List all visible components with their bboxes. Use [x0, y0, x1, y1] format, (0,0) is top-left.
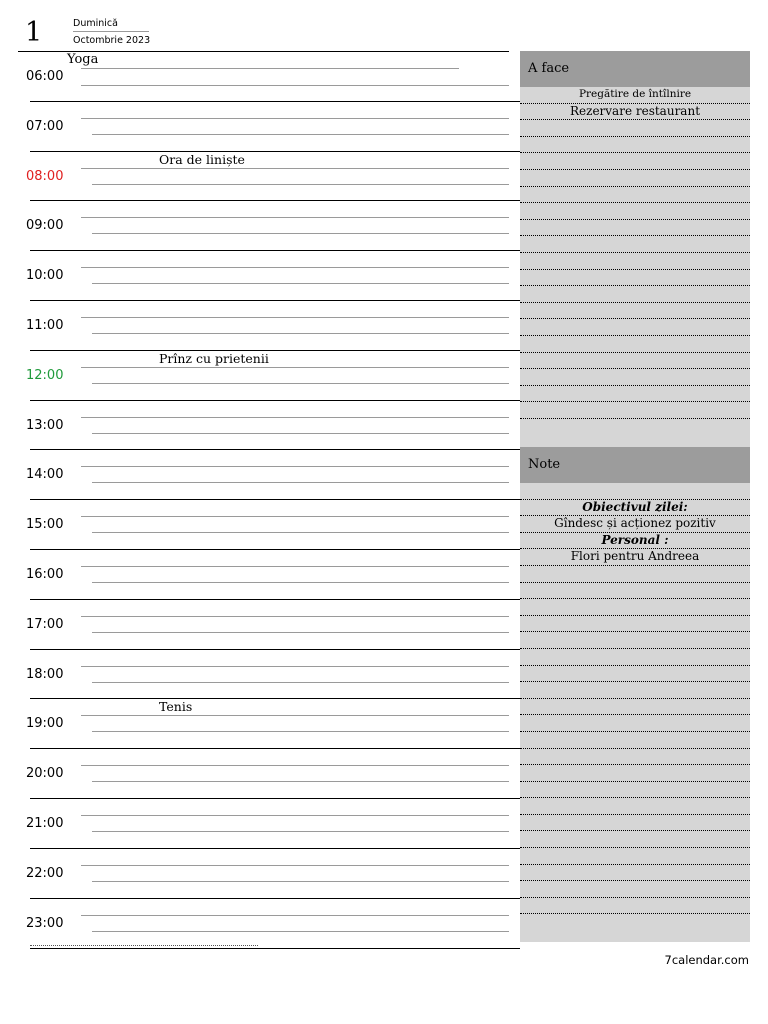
writing-line[interactable] — [92, 682, 509, 683]
writing-line[interactable] — [81, 915, 509, 916]
writing-line[interactable] — [81, 715, 509, 716]
writing-line[interactable] — [92, 134, 509, 135]
day-number: 1 — [25, 17, 43, 48]
todo-row[interactable] — [520, 353, 750, 370]
writing-line[interactable] — [81, 417, 509, 418]
notes-row[interactable] — [520, 848, 750, 865]
hour-label: 15:00 — [26, 517, 64, 533]
notes-row[interactable] — [520, 765, 750, 782]
hour-block — [0, 200, 520, 250]
notes-row[interactable] — [520, 616, 750, 633]
todo-title: A face — [520, 51, 750, 87]
event-entry[interactable]: Prînz cu prietenii — [159, 350, 269, 366]
writing-line[interactable] — [92, 532, 509, 533]
hour-label: 09:00 — [26, 218, 64, 234]
writing-line[interactable] — [92, 731, 509, 732]
hour-block — [0, 350, 520, 400]
writing-line[interactable] — [81, 865, 509, 866]
hour-divider — [30, 599, 520, 600]
notes-row[interactable] — [520, 798, 750, 815]
hour-divider — [30, 400, 520, 401]
notes-list — [520, 483, 750, 914]
todo-row[interactable] — [520, 253, 750, 270]
weekday-label: Duminică — [73, 18, 118, 29]
notes-panel — [520, 447, 750, 942]
hour-divider — [30, 449, 520, 450]
notes-row[interactable] — [520, 831, 750, 848]
hour-divider — [30, 499, 520, 500]
hour-label: 12:00 — [26, 367, 64, 383]
hour-label: 14:00 — [26, 467, 64, 483]
bottom-rule — [30, 948, 520, 949]
notes-row[interactable] — [520, 583, 750, 600]
todo-row[interactable] — [520, 203, 750, 220]
month-year-label: Octombrie 2023 — [73, 35, 151, 46]
hour-block — [0, 449, 520, 499]
notes-row[interactable] — [520, 715, 750, 732]
writing-line[interactable] — [92, 831, 509, 832]
dotted-divider — [30, 945, 258, 946]
notes-row[interactable] — [520, 881, 750, 898]
hour-label: 06:00 — [26, 69, 64, 84]
writing-line[interactable] — [81, 367, 509, 368]
hour-block — [0, 51, 520, 101]
notes-title: Note — [520, 447, 750, 483]
hour-block — [0, 649, 520, 699]
writing-line[interactable] — [92, 931, 509, 932]
todo-row[interactable] — [520, 303, 750, 320]
hour-divider — [30, 101, 520, 102]
hour-divider — [30, 549, 520, 550]
hour-label: 16:00 — [26, 567, 64, 582]
hour-divider — [30, 300, 520, 301]
todo-row[interactable]: Pregătire de întîlnire — [520, 87, 750, 104]
hour-divider — [30, 748, 520, 749]
hour-block — [0, 748, 520, 798]
hour-divider — [30, 798, 520, 799]
hour-block — [0, 698, 520, 748]
notes-row[interactable]: Obiectivul zilei: — [520, 500, 750, 517]
writing-line[interactable] — [92, 233, 509, 234]
todo-row[interactable]: Rezervare restaurant — [520, 104, 750, 121]
notes-row[interactable] — [520, 865, 750, 882]
writing-line[interactable] — [92, 781, 509, 782]
todo-list — [520, 87, 750, 419]
todo-row[interactable] — [520, 270, 750, 287]
writing-line[interactable] — [81, 616, 509, 617]
notes-row[interactable] — [520, 732, 750, 749]
writing-line[interactable] — [92, 333, 509, 334]
notes-row[interactable]: Gîndesc și acționez pozitiv — [520, 516, 750, 533]
notes-row[interactable] — [520, 815, 750, 832]
writing-line[interactable] — [92, 184, 509, 185]
header-divider — [73, 31, 149, 32]
hour-block — [0, 499, 520, 549]
hour-block — [0, 151, 520, 201]
hour-label: 21:00 — [26, 816, 64, 831]
todo-row[interactable] — [520, 336, 750, 353]
notes-row[interactable]: Personal : — [520, 533, 750, 550]
credit-text: 7calendar.com — [664, 953, 749, 967]
notes-row[interactable] — [520, 599, 750, 616]
hour-label: 20:00 — [26, 766, 64, 782]
hour-label: 11:00 — [26, 318, 64, 333]
writing-line[interactable] — [92, 482, 509, 483]
todo-row[interactable] — [520, 236, 750, 253]
todo-row[interactable] — [520, 402, 750, 419]
hour-label: 23:00 — [26, 915, 64, 931]
hour-label: 08:00 — [26, 168, 64, 184]
notes-row[interactable] — [520, 483, 750, 500]
todo-row[interactable] — [520, 386, 750, 403]
notes-row[interactable] — [520, 782, 750, 799]
writing-line[interactable] — [92, 383, 509, 384]
hour-divider — [30, 350, 520, 351]
event-entry[interactable]: Ora de liniște — [159, 151, 245, 167]
writing-line[interactable] — [81, 666, 509, 667]
top-event[interactable]: Yoga — [67, 52, 99, 67]
todo-row[interactable] — [520, 319, 750, 336]
hour-label: 18:00 — [26, 666, 64, 682]
hour-divider — [30, 649, 520, 650]
notes-row[interactable]: Flori pentru Andreea — [520, 549, 750, 566]
notes-row[interactable] — [520, 632, 750, 649]
hour-label: 22:00 — [26, 865, 64, 881]
notes-row[interactable] — [520, 682, 750, 699]
hour-block — [0, 101, 520, 151]
todo-row[interactable] — [520, 153, 750, 170]
writing-line[interactable] — [81, 815, 509, 816]
hour-label: 19:00 — [26, 716, 64, 732]
hour-divider — [30, 698, 520, 699]
writing-line[interactable] — [81, 566, 509, 567]
todo-panel — [520, 51, 750, 447]
hour-block — [0, 798, 520, 848]
hour-divider — [30, 250, 520, 251]
writing-line[interactable] — [81, 217, 509, 218]
todo-row[interactable] — [520, 170, 750, 187]
hour-label: 07:00 — [26, 118, 64, 134]
notes-row[interactable] — [520, 749, 750, 766]
hour-label: 10:00 — [26, 268, 64, 284]
notes-row[interactable] — [520, 666, 750, 683]
todo-row[interactable] — [520, 369, 750, 386]
todo-row[interactable] — [520, 120, 750, 137]
notes-row[interactable] — [520, 649, 750, 666]
writing-line[interactable] — [81, 765, 509, 766]
hour-label: 17:00 — [26, 616, 64, 632]
hour-divider — [30, 200, 520, 201]
hour-block — [0, 599, 520, 649]
hour-divider — [30, 898, 520, 899]
notes-row[interactable] — [520, 566, 750, 583]
writing-line[interactable] — [81, 168, 509, 169]
hour-label: 13:00 — [26, 417, 64, 433]
hour-block — [0, 848, 520, 898]
todo-row[interactable] — [520, 220, 750, 237]
hour-divider — [30, 151, 520, 152]
hour-block — [0, 549, 520, 599]
writing-line[interactable] — [92, 283, 509, 284]
writing-line[interactable] — [81, 317, 509, 318]
todo-row[interactable] — [520, 187, 750, 204]
writing-line[interactable] — [81, 118, 509, 119]
todo-row[interactable] — [520, 137, 750, 154]
event-entry[interactable]: Tenis — [159, 699, 193, 715]
hour-block — [0, 898, 520, 948]
todo-row[interactable] — [520, 286, 750, 303]
writing-line[interactable] — [92, 582, 509, 583]
writing-line[interactable] — [92, 632, 509, 633]
writing-line[interactable] — [81, 516, 509, 517]
writing-line[interactable] — [92, 881, 509, 882]
notes-row[interactable] — [520, 699, 750, 716]
hour-block — [0, 400, 520, 450]
writing-line[interactable] — [81, 267, 509, 268]
hour-divider — [30, 848, 520, 849]
hour-block — [0, 300, 520, 350]
hour-block — [0, 250, 520, 300]
notes-row[interactable] — [520, 898, 750, 915]
writing-line[interactable] — [81, 466, 509, 467]
writing-line[interactable] — [92, 433, 509, 434]
